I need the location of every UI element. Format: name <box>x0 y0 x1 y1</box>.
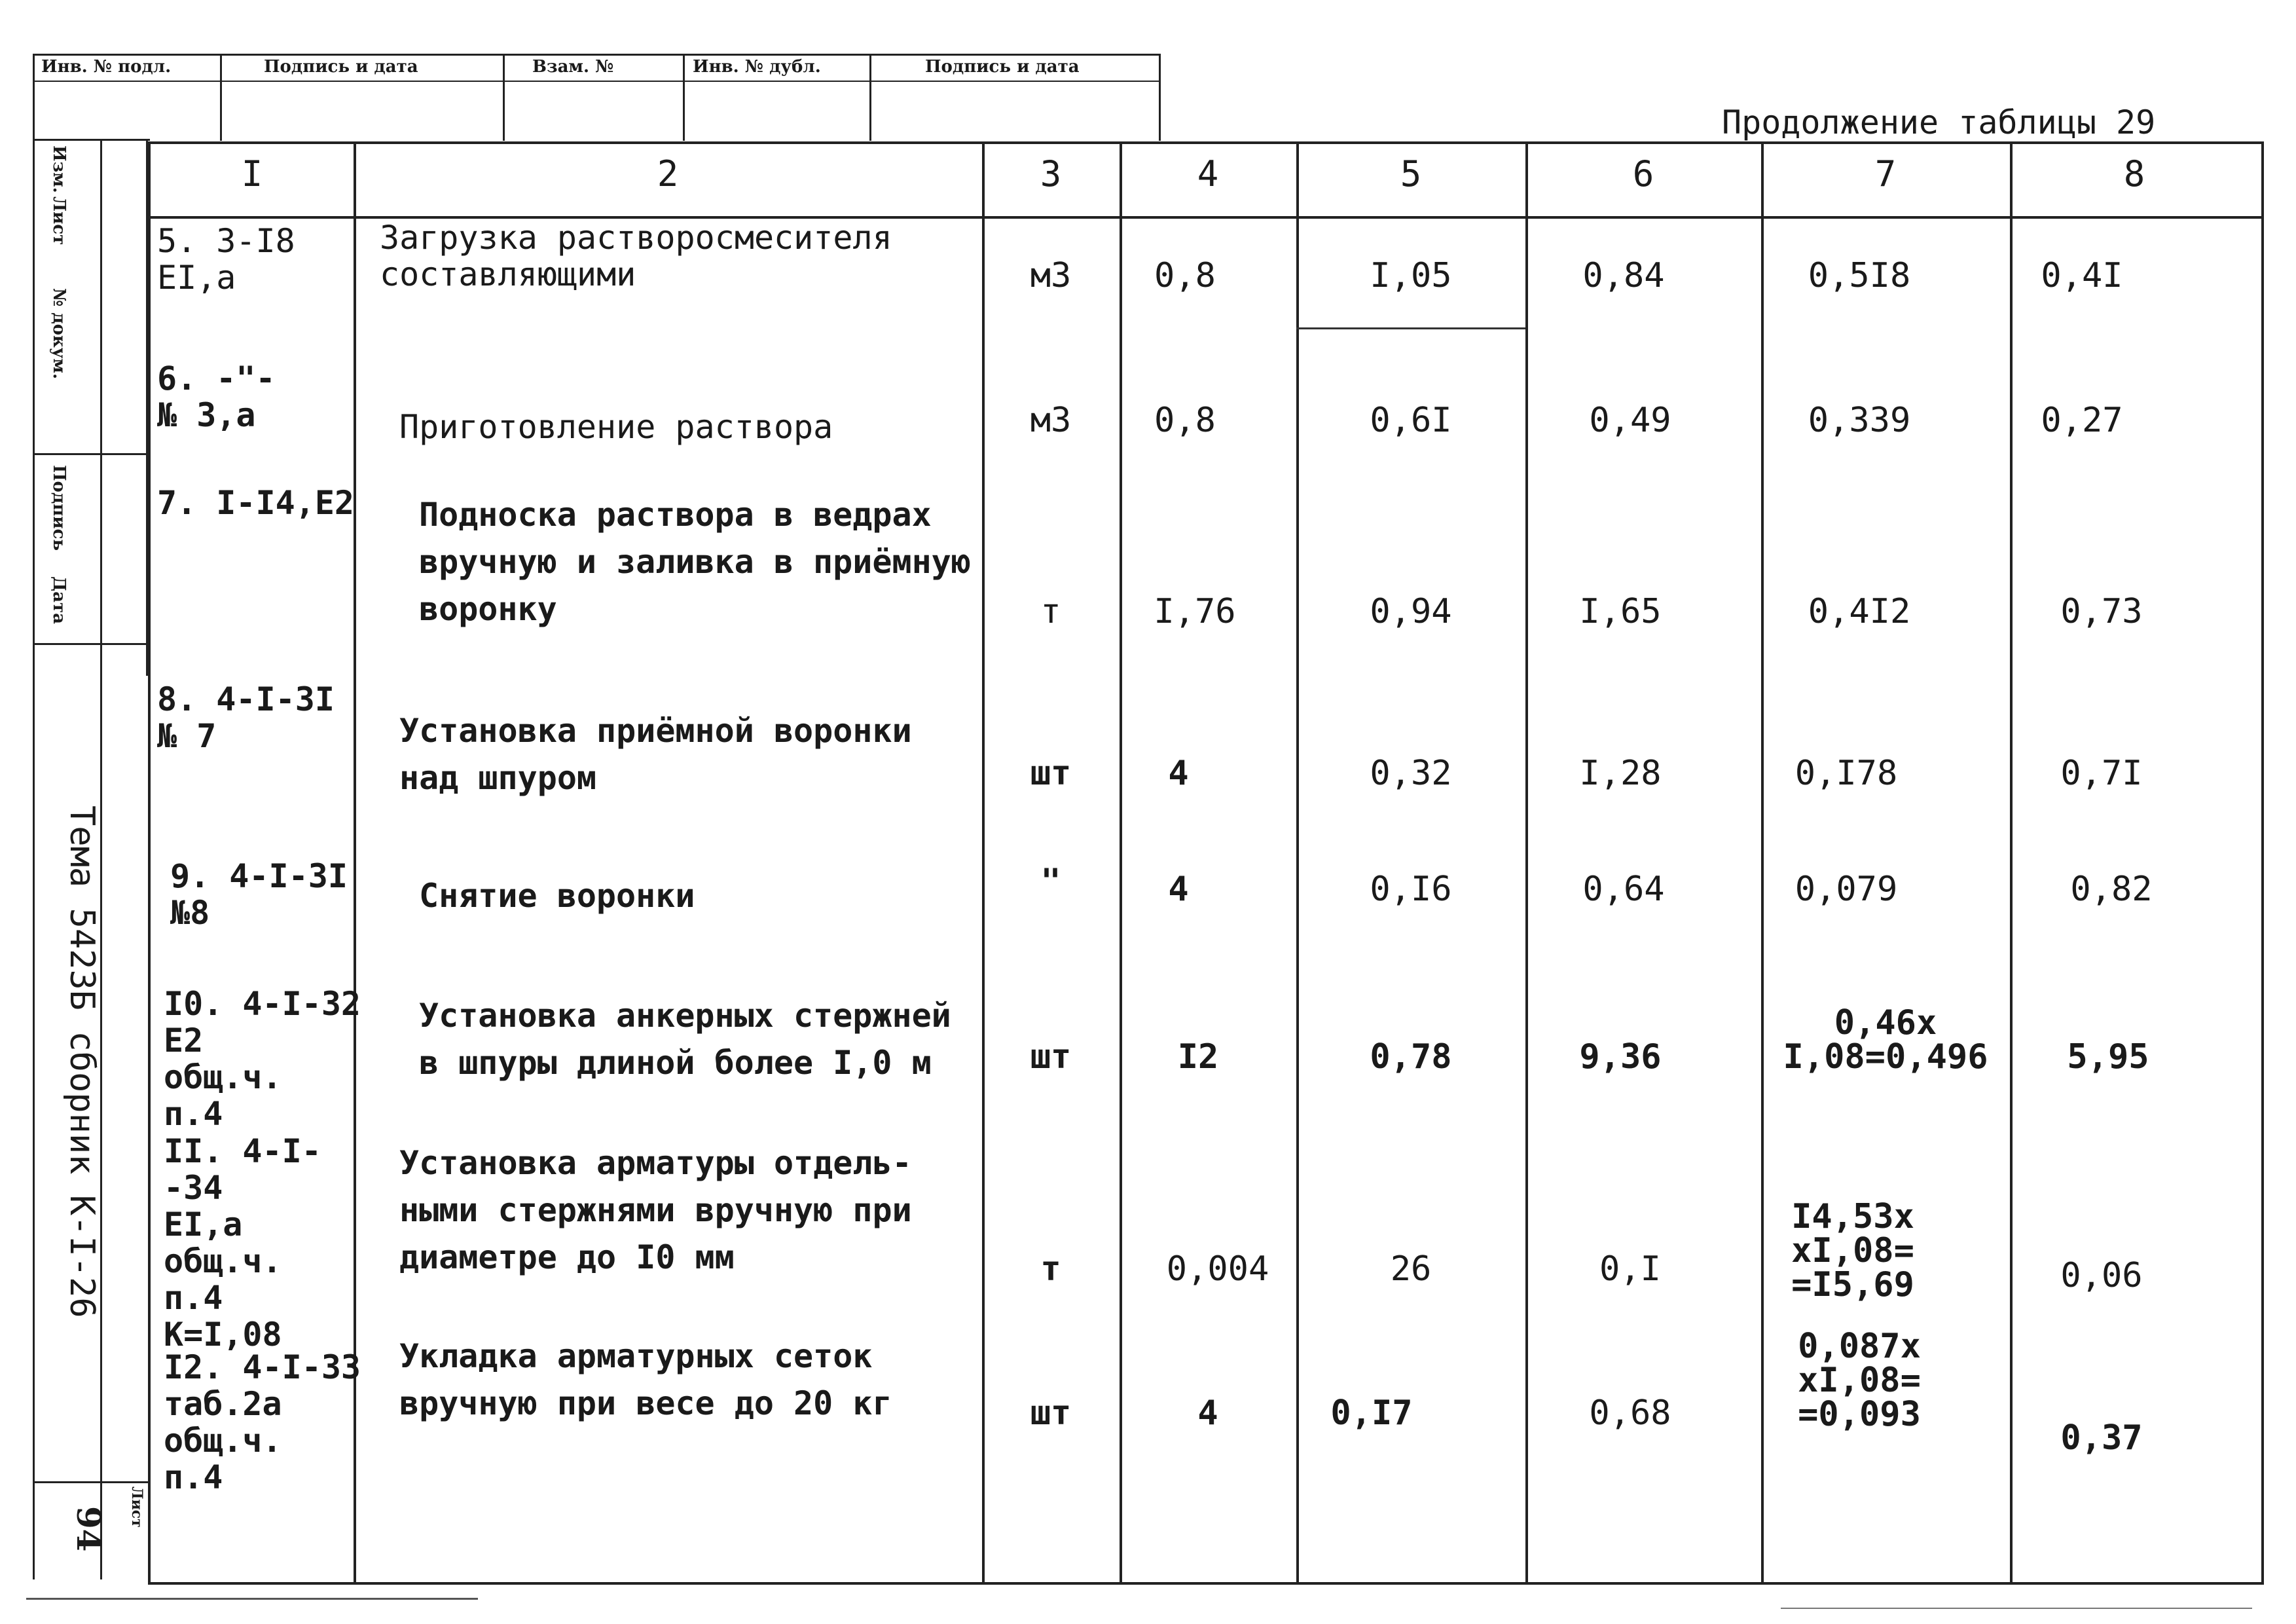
row-col-6: 0,64 <box>1582 870 1665 909</box>
row-col-4: 4 <box>1168 870 1189 909</box>
row-unit: т <box>1040 1249 1061 1289</box>
row-col-6: 0,I <box>1599 1249 1661 1289</box>
margin-label-sheet: Лист <box>49 196 69 246</box>
row-reference: 6. -"- № 3,а <box>157 360 276 434</box>
row-col-6: 0,68 <box>1589 1393 1671 1433</box>
stamp-divider <box>869 56 871 141</box>
row-unit: шт <box>1030 1393 1072 1433</box>
work-table <box>148 141 2264 1585</box>
margin-label-change: Изм. <box>49 145 69 193</box>
sheet-number: 94 <box>69 1506 108 1552</box>
header-col-6: 6 <box>1632 153 1654 194</box>
row-col-4: 0,8 <box>1154 401 1216 440</box>
row-col-8: 0,73 <box>2060 592 2143 631</box>
row-col-5: 0,6I <box>1370 401 1452 440</box>
stamp-block <box>33 54 1161 141</box>
row-reference: 5. 3-I8 ЕI,а <box>157 222 295 297</box>
column-divider <box>1296 144 1299 1582</box>
stamp-label-inv-dup: Инв. № дубл. <box>693 57 821 77</box>
row-col-8: 5,95 <box>2067 1037 2149 1077</box>
header-col-4: 4 <box>1197 153 1219 194</box>
row-unit: шт <box>1030 1037 1072 1077</box>
row-col-6: 0,84 <box>1582 256 1665 295</box>
row-col-7: I4,53х хI,08= =I5,69 <box>1791 1197 1914 1304</box>
row-description: Установка приёмной воронки над шпуром <box>399 712 912 797</box>
row-col-7: 0,46х I,08=0,496 <box>1783 1003 1988 1077</box>
stamp-rule <box>35 81 1161 82</box>
margin-rule <box>35 453 150 455</box>
row-col-6: 9,36 <box>1579 1037 1662 1077</box>
bottom-rule <box>26 1598 478 1600</box>
row-col-7: 0,4I2 <box>1808 592 1911 631</box>
row-col-7: 0,5I8 <box>1808 256 1911 295</box>
bottom-rule <box>1781 1608 2252 1609</box>
row-description: Подноска раствора в ведрах вручную и заливка в приёмную воронку <box>419 496 971 628</box>
sheet-label: Лист <box>128 1486 145 1528</box>
row-col-8: 0,27 <box>2041 401 2123 440</box>
continuation-title: Продолжение таблицы 29 <box>1722 103 2156 141</box>
row-col-6: 0,49 <box>1589 401 1671 440</box>
stamp-label-replace: Взам. № <box>532 57 614 77</box>
margin-rule <box>35 139 150 141</box>
row-col-4: I2 <box>1177 1037 1219 1077</box>
row-reference: 9. 4-I-3I №8 <box>170 857 348 932</box>
stamp-label-inv-orig: Инв. № подл. <box>41 57 172 77</box>
margin-label-date: Дата <box>49 576 69 624</box>
row-col-8: 0,37 <box>2060 1418 2143 1458</box>
margin-label-doc-num: № докум. <box>49 288 69 380</box>
row-col-7: 0,I78 <box>1795 754 1898 793</box>
row-underline <box>1296 327 1525 329</box>
stamp-divider <box>1159 56 1161 141</box>
row-unit: м3 <box>1030 401 1072 440</box>
header-col-2: 2 <box>657 153 679 194</box>
row-col-4: 0,8 <box>1154 256 1216 295</box>
row-description: Установка арматуры отдель- ными стержнями вручную при диаметре до I0 мм <box>399 1144 912 1276</box>
row-col-5: 0,I7 <box>1330 1393 1413 1433</box>
row-col-6: I,28 <box>1579 754 1662 793</box>
row-col-7: 0,339 <box>1808 401 1911 440</box>
column-divider <box>1525 144 1528 1582</box>
row-col-8: 0,82 <box>2070 870 2153 909</box>
row-unit: т <box>1040 592 1061 631</box>
header-col-7: 7 <box>1874 153 1897 194</box>
row-col-6: I,65 <box>1579 592 1662 631</box>
row-col-5: 0,78 <box>1370 1037 1452 1077</box>
row-reference: 8. 4-I-3I № 7 <box>157 680 335 755</box>
row-col-4: 4 <box>1168 754 1189 793</box>
row-description: Укладка арматурных сеток вручную при весе до 20 кг <box>399 1337 892 1422</box>
row-unit: " <box>1040 862 1061 901</box>
row-col-4: I,76 <box>1154 592 1236 631</box>
row-col-7: 0,079 <box>1795 870 1898 909</box>
row-col-8: 0,7I <box>2060 754 2143 793</box>
row-reference: 7. I-I4,Е2 <box>157 484 355 522</box>
row-col-4: 0,004 <box>1166 1249 1269 1289</box>
row-col-8: 0,4I <box>2041 256 2123 295</box>
row-col-7: 0,087х хI,08= =0,093 <box>1798 1327 1921 1434</box>
row-col-5: 0,94 <box>1370 592 1452 631</box>
row-unit: шт <box>1030 754 1072 793</box>
stamp-label-sign-date: Подпись и дата <box>264 57 418 77</box>
row-col-8: 0,06 <box>2060 1256 2143 1295</box>
column-divider <box>2010 144 2013 1582</box>
stamp-divider <box>220 56 222 141</box>
column-divider <box>1120 144 1122 1582</box>
theme-caption: Тема 5423Б сборник К-I-26 <box>62 805 101 1318</box>
stamp-divider <box>503 56 505 141</box>
row-col-5: I,05 <box>1370 256 1452 295</box>
row-description: Установка анкерных стержней в шпуры длиной более I,0 м <box>419 997 951 1082</box>
header-col-5: 5 <box>1400 153 1422 194</box>
row-col-5: 26 <box>1390 1249 1432 1289</box>
row-col-5: 0,32 <box>1370 754 1452 793</box>
row-col-5: 0,I6 <box>1370 870 1452 909</box>
stamp-label-sign-date-2: Подпись и дата <box>925 57 1080 77</box>
column-divider <box>982 144 985 1582</box>
margin-label-signature: Подпись <box>49 465 69 551</box>
row-reference: I0. 4-I-32 Е2 общ.ч. п.4 <box>164 985 361 1133</box>
margin-rule <box>35 1481 150 1483</box>
row-reference: I2. 4-I-33 таб.2а общ.ч. п.4 <box>164 1348 361 1496</box>
margin-rule <box>35 643 150 645</box>
stamp-divider <box>683 56 685 141</box>
row-description: Приготовление раствора <box>399 408 833 446</box>
row-description: Снятие воронки <box>419 877 695 915</box>
header-col-1: I <box>241 153 263 194</box>
row-description: Загрузка растворосмесителя составляющими <box>380 219 892 293</box>
header-col-3: 3 <box>1040 153 1062 194</box>
row-unit: м3 <box>1030 256 1072 295</box>
row-reference: II. 4-I- -34 ЕI,а общ.ч. п.4 К=I,08 <box>164 1132 321 1354</box>
row-col-4: 4 <box>1197 1393 1218 1433</box>
header-col-8: 8 <box>2123 153 2145 194</box>
